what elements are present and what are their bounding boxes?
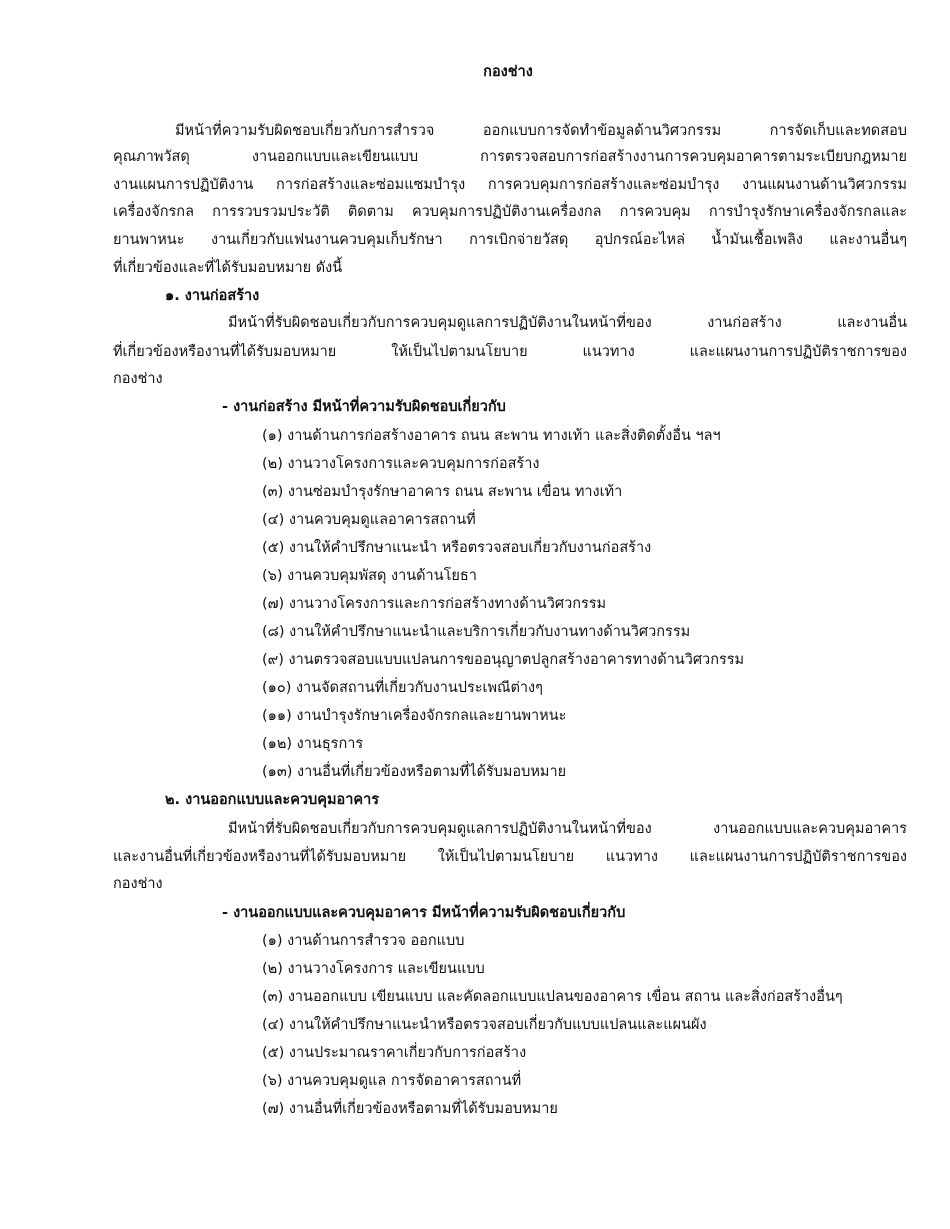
- list-item: (๑) งานด้านการก่อสร้างอาคาร ถนน สะพาน ทางเท้า และสิ่งติดตั้งอื่น ฯลฯ: [262, 428, 721, 444]
- list-item: (๕) งานประมาณราคาเกี่ยวกับการก่อสร้าง: [262, 1045, 527, 1061]
- list-item: (๑๐) งานจัดสถานที่เกี่ยวกับงานประเพณีต่างๆ: [262, 680, 543, 696]
- list-item: (๗) งานอื่นที่เกี่ยวข้องหรือตามที่ได้รับมอบหมาย: [262, 1101, 558, 1117]
- intro-line-first: มีหน้าที่ความรับผิดชอบเกี่ยวกับการสำรวจ ออกแบบการจัดทำข้อมูลด้านวิศวกรรม การจัดเก็บและทดสอบ: [175, 123, 907, 139]
- list-item: (๙) งานตรวจสอบแบบแปลนการขออนุญาตปลูกสร้างอาคารทางด้านวิศวกรรม: [262, 652, 745, 668]
- intro-line: คุณภาพวัสดุ งานออกแบบและเขียนแบบ การตรวจสอบการก่อสร้างงานการควบคุมอาคารตามระเบียบกฎหมาย: [113, 149, 907, 165]
- list-item: (๓) งานซ่อมบำรุงรักษาอาคาร ถนน สะพาน เขื่อน ทางเท้า: [262, 484, 623, 500]
- intro-line: เครื่องจักรกล การรวบรวมประวัติ ติดตาม ควบคุมการปฏิบัติงานเครื่องกล การควบคุม การบำรุงรักษาเครื่องจักรกลและ: [113, 204, 907, 220]
- list-item: (๘) งานให้คำปรึกษาแนะนำและบริการเกี่ยวกับงานทางด้านวิศวกรรม: [262, 624, 691, 640]
- intro-line: งานแผนการปฏิบัติงาน การก่อสร้างและซ่อมแซมบำรุง การควบคุมการก่อสร้างและซ่อมบำรุง งานแผนงานด้านวิศวกรรม: [113, 177, 907, 193]
- section-subheading: - งานออกแบบและควบคุมอาคาร มีหน้าที่ความรับผิดชอบเกี่ยวกับ: [222, 905, 626, 921]
- list-item: (๔) งานควบคุมดูแลอาคารสถานที่: [262, 512, 476, 528]
- section-subheading: - งานก่อสร้าง มีหน้าที่ความรับผิดชอบเกี่ยวกับ: [222, 399, 506, 415]
- list-item: (๒) งานวางโครงการ และเขียนแบบ: [262, 961, 485, 977]
- section-heading: ๒. งานออกแบบและควบคุมอาคาร: [165, 792, 380, 808]
- list-item: (๑๒) งานธุรการ: [262, 736, 364, 752]
- section-paragraph-line: และงานอื่นที่เกี่ยวข้องหรืองานที่ได้รับมอบหมาย ให้เป็นไปตามนโยบาย แนวทาง และแผนงานการปฏิบัติราชการของ: [113, 849, 907, 865]
- section-paragraph-line: กองช่าง: [113, 371, 163, 387]
- list-item: (๖) งานควบคุมพัสดุ งานด้านโยธา: [262, 568, 477, 584]
- page-title: กองช่าง: [483, 64, 533, 80]
- list-item: (๗) งานวางโครงการและการก่อสร้างทางด้านวิศวกรรม: [262, 596, 607, 612]
- list-item: (๖) งานควบคุมดูแล การจัดอาคารสถานที่: [262, 1073, 522, 1089]
- list-item: (๔) งานให้คำปรึกษาแนะนำหรือตรวจสอบเกี่ยวกับแบบแปลนและแผนผัง: [262, 1017, 707, 1033]
- intro-line: ที่เกี่ยวข้องและที่ได้รับมอบหมาย ดังนี้: [113, 260, 343, 276]
- list-item: (๑) งานด้านการสำรวจ ออกแบบ: [262, 933, 465, 949]
- section-paragraph-line: มีหน้าที่รับผิดชอบเกี่ยวกับการควบคุมดูแลการปฏิบัติงานในหน้าที่ของ งานก่อสร้าง และงานอื่น: [228, 315, 907, 331]
- list-item: (๓) งานออกแบบ เขียนแบบ และคัดลอกแบบแปลนของอาคาร เขื่อน สถาน และสิ่งก่อสร้างอื่นๆ: [262, 989, 843, 1005]
- section-paragraph-line: มีหน้าที่รับผิดชอบเกี่ยวกับการควบคุมดูแลการปฏิบัติงานในหน้าที่ของ งานออกแบบและควบคุมอาคาร: [228, 821, 907, 837]
- section-paragraph-line: กองช่าง: [113, 876, 163, 892]
- intro-line: ยานพาหนะ งานเกี่ยวกับแฟนงานควบคุมเก็บรักษา การเบิกจ่ายวัสดุ อุปกรณ์อะไหล่ น้ำมันเชื้อเพลิง และงานอื่นๆ: [113, 232, 907, 248]
- list-item: (๒) งานวางโครงการและควบคุมการก่อสร้าง: [262, 456, 540, 472]
- list-item: (๑๑) งานบำรุงรักษาเครื่องจักรกลและยานพาหนะ: [262, 708, 567, 724]
- list-item: (๑๓) งานอื่นที่เกี่ยวข้องหรือตามที่ได้รับมอบหมาย: [262, 764, 567, 780]
- list-item: (๕) งานให้คำปรึกษาแนะนำ หรือตรวจสอบเกี่ยวกับงานก่อสร้าง: [262, 540, 652, 556]
- section-heading: ๑. งานก่อสร้าง: [165, 288, 260, 304]
- section-paragraph-line: ที่เกี่ยวข้องหรืองานที่ได้รับมอบหมาย ให้เป็นไปตามนโยบาย แนวทาง และแผนงานการปฏิบัติราชการของ: [113, 344, 907, 360]
